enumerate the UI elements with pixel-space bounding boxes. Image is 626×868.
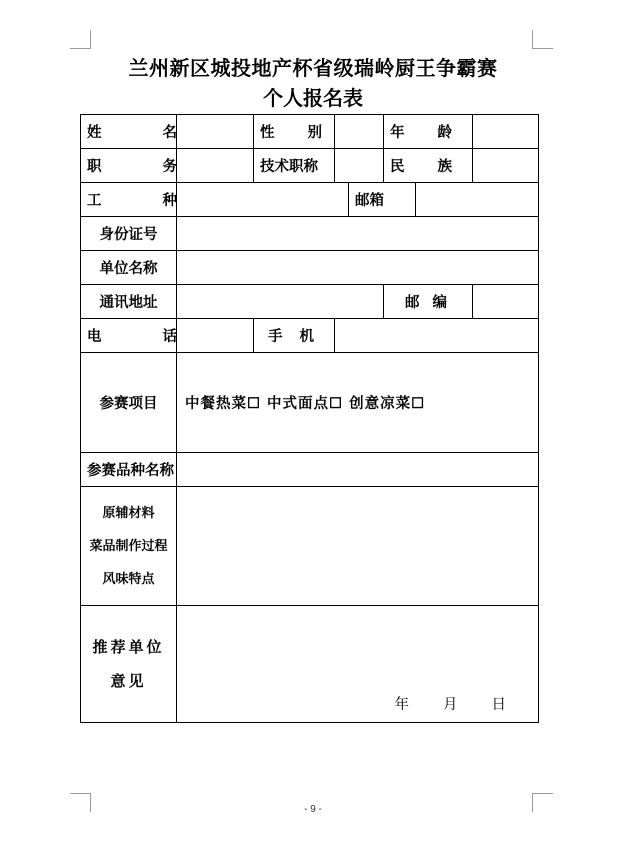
address-field[interactable] (177, 285, 384, 319)
mobile-label: 手 机 (254, 319, 335, 353)
recommendation-field[interactable] (177, 606, 539, 723)
phone-label: 电 话 (81, 319, 177, 353)
address-label: 通讯地址 (81, 285, 177, 319)
materials-label: 原辅材料 (102, 505, 155, 521)
row-phone (81, 319, 539, 353)
event-label: 参赛项目 (81, 353, 177, 453)
employer-field[interactable] (177, 251, 539, 285)
row-employer (81, 251, 539, 285)
id-number-label: 身份证号 (81, 217, 177, 251)
registration-form-table (80, 114, 539, 723)
email-field[interactable] (416, 183, 539, 217)
crop-mark-top-right (532, 30, 553, 49)
date-year: 年 (394, 697, 409, 713)
crop-mark-top-left (70, 30, 91, 49)
ethnicity-field[interactable] (473, 149, 539, 183)
employer-label: 单位名称 (81, 251, 177, 285)
gender-label: 性 别 (254, 115, 335, 149)
trade-label: 工 种 (81, 183, 177, 217)
id-number-field[interactable] (177, 217, 539, 251)
age-label: 年 龄 (384, 115, 473, 149)
form-subtitle: 个人报名表 (263, 86, 363, 110)
date-day: 日 (491, 697, 506, 713)
row-id (81, 217, 539, 251)
age-field[interactable] (473, 115, 539, 149)
postcode-label: 邮 编 (384, 285, 473, 319)
row-event (81, 353, 539, 453)
recommend-label-line1: 推荐单位 (92, 638, 165, 656)
dish-name-field[interactable] (177, 453, 539, 487)
date-line (395, 693, 507, 714)
process-label: 菜品制作过程 (89, 538, 168, 554)
tech-title-field[interactable] (335, 149, 384, 183)
row-dish-name (81, 453, 539, 487)
row-name (81, 115, 539, 149)
row-address (81, 285, 539, 319)
recommend-label-line2: 意见 (110, 672, 147, 690)
row-recommendation (81, 606, 539, 723)
name-label: 姓 名 (81, 115, 177, 149)
details-field[interactable] (177, 487, 539, 606)
event-options[interactable]: 中餐热菜☐ 中式面点☐ 创意凉菜☐ (177, 353, 539, 453)
flavor-label: 风味特点 (102, 571, 155, 587)
recommendation-label (81, 606, 177, 723)
date-month: 月 (443, 697, 458, 713)
details-label (81, 487, 177, 606)
row-trade (81, 183, 539, 217)
ethnicity-label: 民 族 (384, 149, 473, 183)
email-label: 邮箱 (349, 183, 416, 217)
form-title: 兰州新区城投地产杯省级瑞岭厨王争霸赛 (128, 56, 498, 80)
position-label: 职 务 (81, 149, 177, 183)
postcode-field[interactable] (473, 285, 539, 319)
row-details (81, 487, 539, 606)
mobile-field[interactable] (335, 319, 539, 353)
tech-title-label: 技术职称 (254, 149, 335, 183)
gender-field[interactable] (335, 115, 384, 149)
page-number: - 9 - (304, 804, 322, 815)
row-position (81, 149, 539, 183)
dish-name-label: 参赛品种名称 (81, 453, 177, 487)
